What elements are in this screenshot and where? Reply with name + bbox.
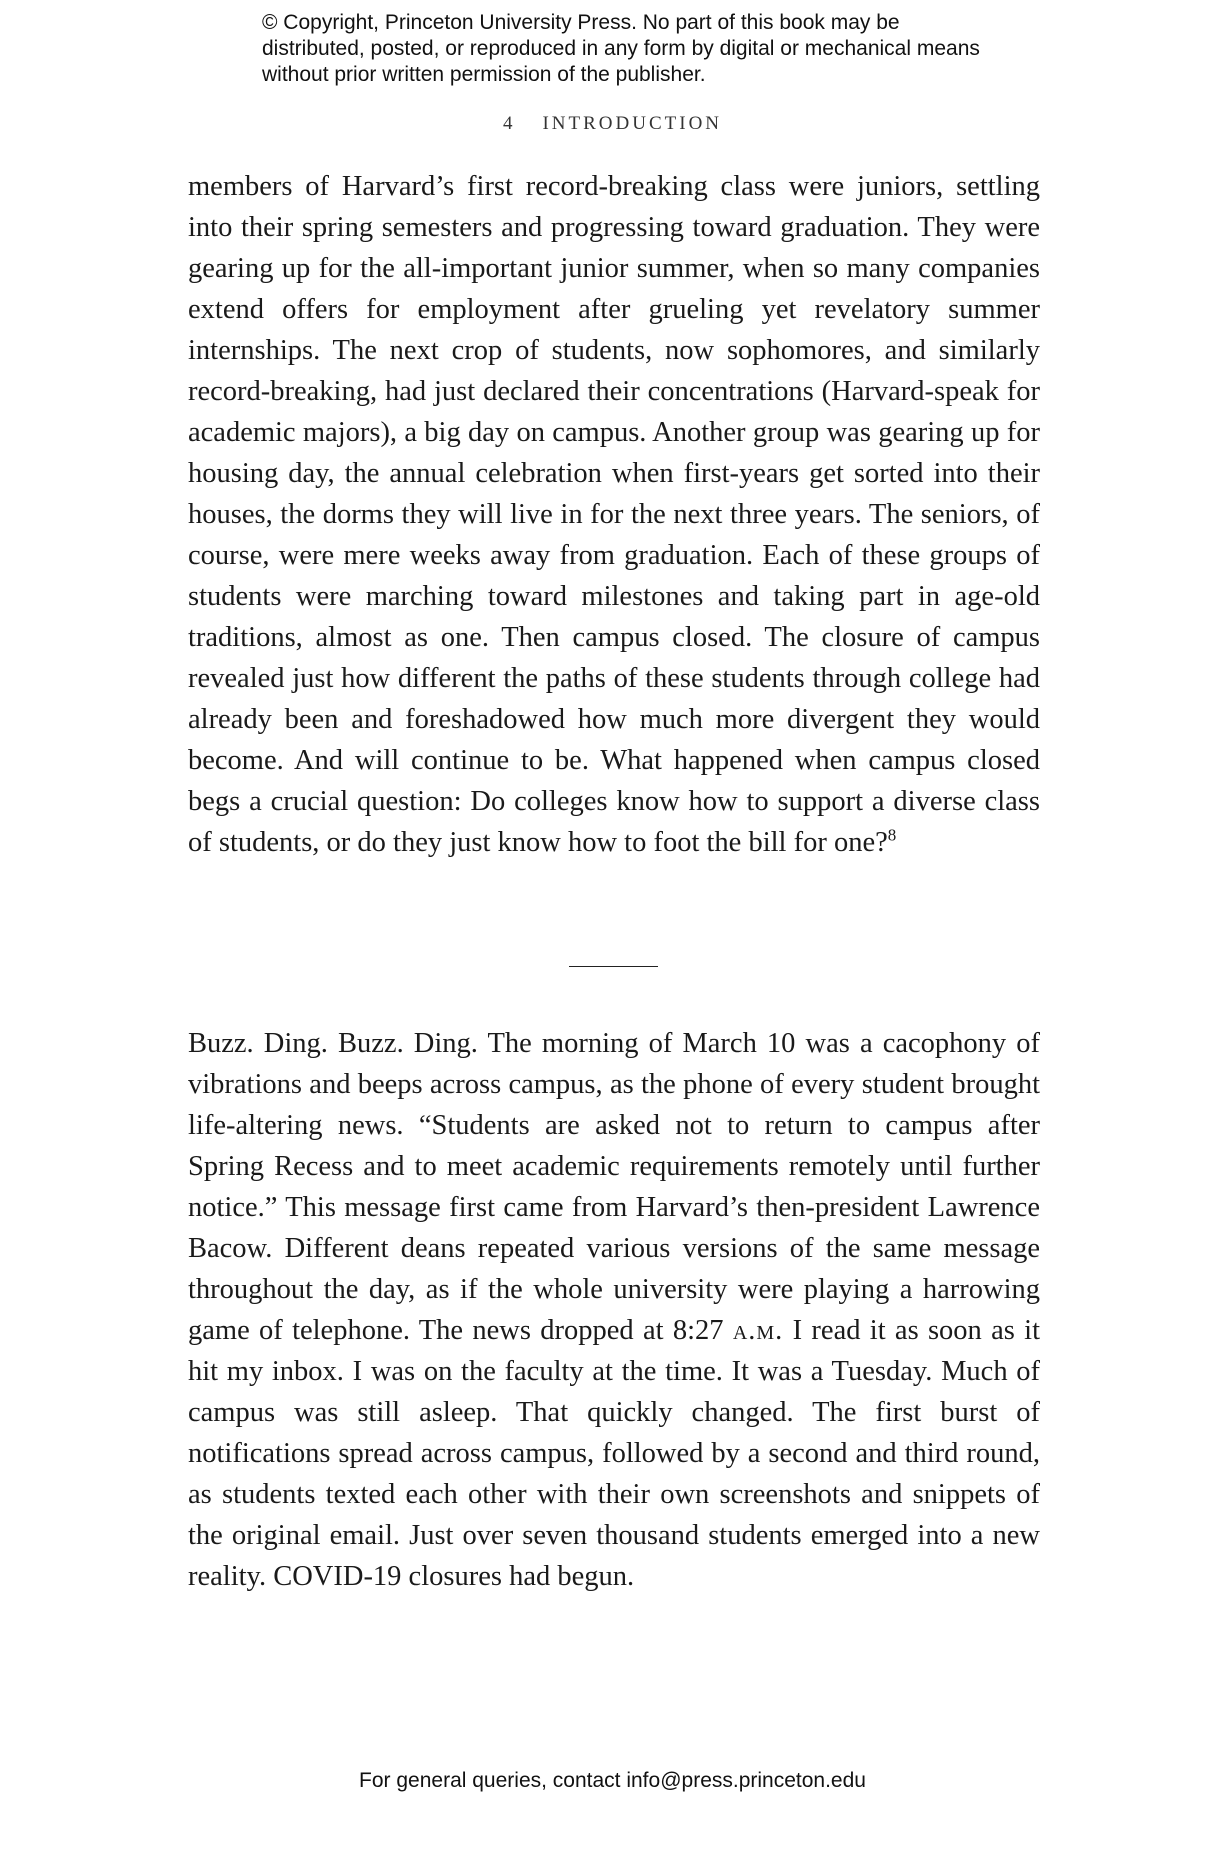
- time-marker: a.m.: [732, 1315, 784, 1346]
- copyright-notice: © Copyright, Princeton University Press. No part of this book may be distributed, posted, or reproduced in any form by digital or mechanical means without prior written permission of the publisher.: [262, 11, 980, 86]
- footnote-reference[interactable]: 8: [887, 825, 897, 845]
- body-paragraph: [188, 1023, 1040, 1597]
- paragraph-text: members of Harvard’s first record-breaking class were juniors, settling into their spring semesters and progressing toward graduation. They were gearing up for the all-important junior summer, when so many companies extend offers for employment after grueling yet revelatory summer internships. The next crop of students, now sophomores, and similarly record-breaking, had just declared their concentrations (Harvard-speak for academic majors), a big day on campus. Another group was gearing up for housing day, the annual celebration when first-years get sorted into their houses, the dorms they will live in for the next three years. The seniors, of course, were mere weeks away from graduation. Each of these groups of students were marching toward milestones and taking part in age-old traditions, almost as one. Then campus closed. The closure of campus revealed just how different the paths of these students through college had already been and foreshadowed how much more divergent they would become. And will continue to be. What happened when campus closed begs a crucial question: Do colleges know how to support a diverse class of students, or do they just know how to foot the bill for one?: [188, 171, 1040, 858]
- paragraph-text: Buzz. Ding. Buzz. Ding. The morning of March 10 was a cacophony of vibrations and beeps across campus, as the phone of every student brought life-altering news. “Students are asked not to return to campus after Spring Recess and to meet academic requirements remotely until further notice.” This message first came from Harvard’s then-president Lawrence Bacow. Different deans repeated various versions of the same message throughout the day, as if the whole university were playing a harrowing game of telephone. The news dropped at 8:27: [188, 1028, 1040, 1346]
- page-number: 4: [502, 113, 513, 134]
- footer-contact: For general queries, contact info@press.princeton.edu: [359, 1769, 866, 1792]
- body-paragraph: [188, 166, 1040, 863]
- chapter-title: INTRODUCTION: [542, 113, 723, 134]
- running-head: [0, 113, 1225, 135]
- section-divider: [569, 966, 658, 967]
- paragraph-text: I read it as soon as it hit my inbox. I was on the faculty at the time. It was a Tuesday. Much of campus was still asleep. That quickly changed. The first burst of notifications spread across campus, followed by a second and third round, as students texted each other with their own screenshots and snippets of the original email. Just over seven thousand students emerged into a new reality. COVID-19 closures had begun.: [188, 1315, 1040, 1592]
